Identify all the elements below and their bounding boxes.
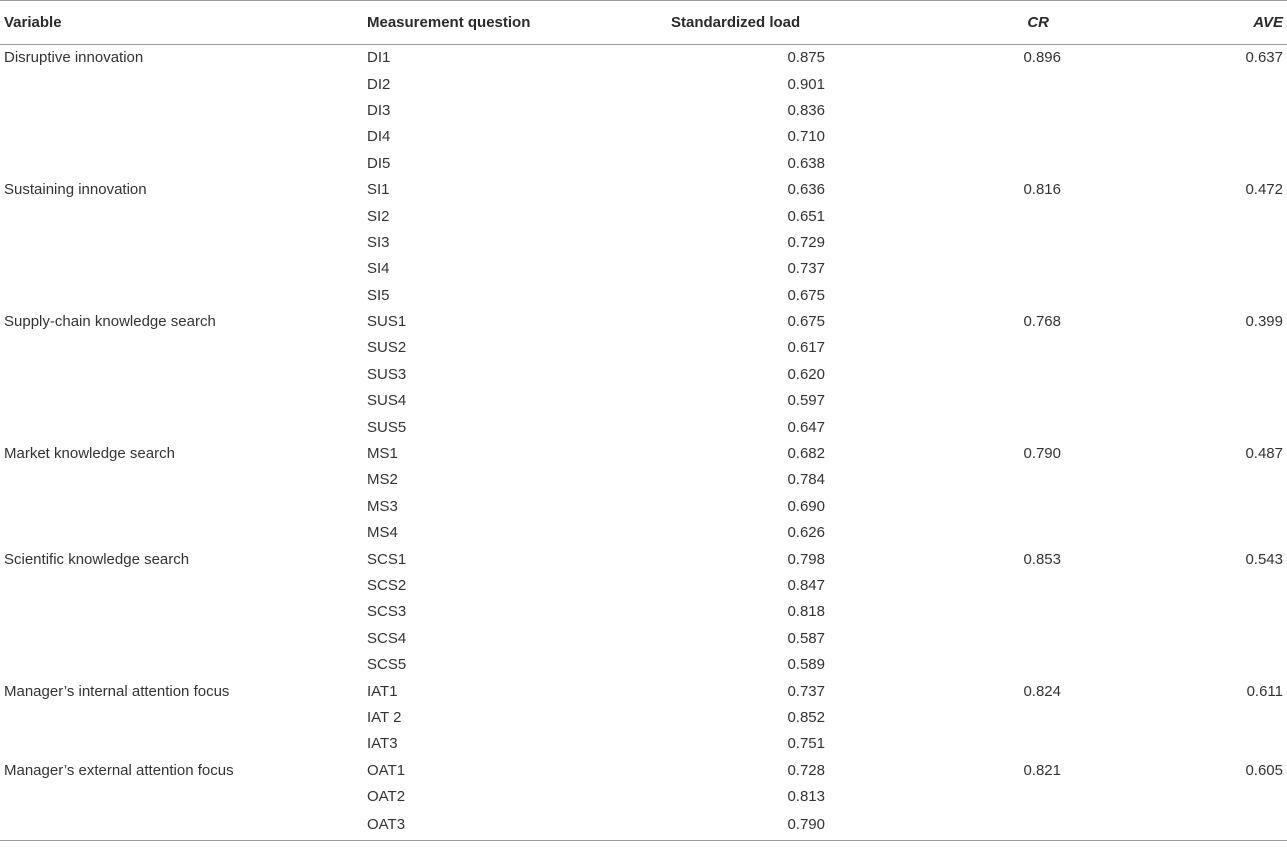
cell-ave-empty xyxy=(1109,783,1287,809)
cell-ave: 0.611 xyxy=(1246,682,1283,700)
cell-measurement-question: MS2 xyxy=(367,471,398,489)
cell-ave-empty xyxy=(1109,150,1287,176)
cell-variable-empty xyxy=(0,203,367,229)
cell-cr-empty xyxy=(831,71,1109,97)
cell-cr-empty xyxy=(831,599,1109,625)
cell-ave: 0.472 xyxy=(1245,181,1283,199)
table-row xyxy=(0,704,1287,730)
cell-standardized-load: 0.729 xyxy=(787,233,825,251)
cell-measurement-question: SUS4 xyxy=(367,392,407,410)
cell-ave-empty xyxy=(1109,467,1287,493)
table-row xyxy=(0,45,1287,71)
table-row xyxy=(0,651,1287,677)
cell-variable-empty xyxy=(0,599,367,625)
cell-cr: 0.853 xyxy=(1023,550,1061,568)
cell-measurement-question: IAT3 xyxy=(367,735,398,753)
cell-cr-empty xyxy=(831,572,1109,598)
cell-measurement-question: OAT3 xyxy=(367,810,597,841)
cell-measurement-question: IAT 2 xyxy=(367,708,402,726)
cell-standardized-load: 0.620 xyxy=(787,365,825,383)
cell-variable-empty xyxy=(0,651,367,677)
cell-variable-empty xyxy=(0,414,367,440)
cell-cr: 0.821 xyxy=(1023,761,1061,779)
table-row xyxy=(0,467,1287,493)
cell-standardized-load: 0.675 xyxy=(787,313,825,331)
cell-standardized-load: 0.737 xyxy=(787,260,825,278)
cell-measurement-question: SI3 xyxy=(367,233,390,251)
cell-variable-empty xyxy=(0,256,367,282)
cell-measurement-question: SI5 xyxy=(367,286,390,304)
cell-variable: Sustaining innovation xyxy=(4,181,147,199)
cell-ave: 0.605 xyxy=(1245,761,1283,779)
cell-cr-empty xyxy=(831,810,1109,841)
cell-measurement-question: DI5 xyxy=(367,154,391,172)
cell-measurement-question: SUS5 xyxy=(367,418,407,436)
cell-cr-empty xyxy=(831,625,1109,651)
cell-variable-empty xyxy=(0,361,367,387)
cell-measurement-question: SI4 xyxy=(367,260,390,278)
cell-cr: 0.896 xyxy=(1023,49,1061,67)
table-row xyxy=(0,97,1287,123)
cell-standardized-load: 0.901 xyxy=(787,75,825,93)
table-row xyxy=(0,388,1287,414)
cell-measurement-question: DI1 xyxy=(367,49,391,67)
cell-measurement-question: DI2 xyxy=(367,75,391,93)
cell-ave: 0.487 xyxy=(1245,445,1283,463)
cell-variable: Manager’s internal attention focus xyxy=(4,682,230,700)
cell-ave-empty xyxy=(1109,572,1287,598)
cell-ave-empty xyxy=(1109,361,1287,387)
table-row xyxy=(0,71,1287,97)
cell-variable-empty xyxy=(0,71,367,97)
cell-variable-empty xyxy=(0,493,367,519)
cell-ave-empty xyxy=(1109,493,1287,519)
cell-variable-empty xyxy=(0,388,367,414)
cell-ave-empty xyxy=(1109,256,1287,282)
cell-standardized-load: 0.813 xyxy=(787,788,825,806)
cell-ave-empty xyxy=(1109,203,1287,229)
cell-ave-empty xyxy=(1109,810,1287,841)
header-measurement-question: Measurement question xyxy=(367,1,597,45)
cell-standardized-load: 0.675 xyxy=(787,286,825,304)
cell-cr-empty xyxy=(831,124,1109,150)
cell-variable-empty xyxy=(0,731,367,757)
table-row xyxy=(0,493,1287,519)
cell-measurement-question: SUS3 xyxy=(367,365,407,383)
cell-cr-empty xyxy=(831,282,1109,308)
cell-measurement-question: SUS2 xyxy=(367,339,407,357)
cell-ave-empty xyxy=(1109,388,1287,414)
cell-variable-empty xyxy=(0,282,367,308)
cell-cr-empty xyxy=(831,150,1109,176)
table-row xyxy=(0,731,1287,757)
cell-measurement-question: SCS1 xyxy=(367,550,407,568)
cell-standardized-load: 0.852 xyxy=(787,708,825,726)
table-row xyxy=(0,757,1287,783)
cell-variable-empty xyxy=(0,467,367,493)
cell-cr-empty xyxy=(831,783,1109,809)
cell-variable: Scientific knowledge search xyxy=(4,550,190,568)
cell-measurement-question: SI2 xyxy=(367,207,390,225)
table-row xyxy=(0,810,1287,841)
cell-cr-empty xyxy=(831,467,1109,493)
cell-cr-empty xyxy=(831,651,1109,677)
header-variable: Variable xyxy=(0,1,367,45)
cell-cr: 0.824 xyxy=(1023,682,1061,700)
cell-ave: 0.399 xyxy=(1245,313,1283,331)
table-row xyxy=(0,335,1287,361)
cell-variable: Market knowledge search xyxy=(4,445,175,463)
cell-variable-empty xyxy=(0,520,367,546)
cell-measurement-question: OAT2 xyxy=(367,788,406,806)
cell-variable-empty xyxy=(0,335,367,361)
table-row xyxy=(0,361,1287,387)
cell-measurement-question: SCS2 xyxy=(367,577,407,594)
cell-measurement-question: SCS5 xyxy=(367,656,407,674)
table-row xyxy=(0,599,1287,625)
cell-standardized-load: 0.647 xyxy=(787,418,825,436)
table-row xyxy=(0,414,1287,440)
table-row xyxy=(0,440,1287,466)
table-row xyxy=(0,229,1287,255)
cell-standardized-load: 0.737 xyxy=(787,682,825,700)
cell-variable-empty xyxy=(0,704,367,730)
cell-variable-empty xyxy=(0,810,367,841)
cell-measurement-question: OAT1 xyxy=(367,761,406,779)
cell-ave-empty xyxy=(1109,731,1287,757)
cell-variable: Manager’s external attention focus xyxy=(4,761,234,779)
cell-measurement-question: MS4 xyxy=(367,524,398,542)
cell-ave-empty xyxy=(1109,71,1287,97)
cell-ave-empty xyxy=(1109,651,1287,677)
table-row xyxy=(0,625,1287,651)
cell-ave-empty xyxy=(1109,124,1287,150)
table-row xyxy=(0,308,1287,334)
cell-standardized-load: 0.587 xyxy=(787,629,825,647)
table-row xyxy=(0,572,1287,598)
cell-measurement-question: MS1 xyxy=(367,445,398,463)
cell-measurement-question: SI1 xyxy=(367,181,390,199)
header-cr: CR xyxy=(831,1,1109,45)
table-row xyxy=(0,678,1287,704)
cell-variable: Supply-chain knowledge search xyxy=(4,313,216,331)
cell-ave-empty xyxy=(1109,520,1287,546)
cell-cr: 0.768 xyxy=(1023,313,1061,331)
cell-ave: 0.637 xyxy=(1245,49,1283,67)
cell-standardized-load: 0.597 xyxy=(787,392,825,410)
cell-cr-empty xyxy=(831,414,1109,440)
cell-variable-empty xyxy=(0,124,367,150)
cell-standardized-load: 0.875 xyxy=(787,49,825,67)
cell-cr-empty xyxy=(831,361,1109,387)
cell-variable-empty xyxy=(0,625,367,651)
cell-ave-empty xyxy=(1109,229,1287,255)
header-standardized-load: Standardized load xyxy=(597,1,831,45)
header-ave: AVE xyxy=(1109,1,1287,45)
cell-cr-empty xyxy=(831,520,1109,546)
cell-measurement-question: DI3 xyxy=(367,101,391,119)
table-body xyxy=(0,45,1287,841)
table-row xyxy=(0,203,1287,229)
cell-cr: 0.816 xyxy=(1023,181,1061,199)
cell-standardized-load: 0.790 xyxy=(597,810,831,841)
cell-variable-empty xyxy=(0,229,367,255)
cell-ave-empty xyxy=(1109,704,1287,730)
cell-ave-empty xyxy=(1109,282,1287,308)
cell-variable-empty xyxy=(0,150,367,176)
cell-cr-empty xyxy=(831,335,1109,361)
cell-ave-empty xyxy=(1109,97,1287,123)
cell-cr-empty xyxy=(831,256,1109,282)
cell-standardized-load: 0.836 xyxy=(787,101,825,119)
cell-standardized-load: 0.636 xyxy=(787,181,825,199)
cell-standardized-load: 0.751 xyxy=(787,735,825,753)
cell-measurement-question: SUS1 xyxy=(367,313,407,331)
header-row xyxy=(0,1,1287,45)
table-row xyxy=(0,176,1287,202)
cell-variable: Disruptive innovation xyxy=(4,49,144,67)
table-row xyxy=(0,783,1287,809)
cell-cr-empty xyxy=(831,731,1109,757)
table-row xyxy=(0,520,1287,546)
cell-variable-empty xyxy=(0,97,367,123)
cell-measurement-question: IAT1 xyxy=(367,682,398,700)
cell-measurement-question: SCS3 xyxy=(367,603,407,621)
cell-ave: 0.543 xyxy=(1245,550,1283,568)
table-row xyxy=(0,546,1287,572)
cell-cr-empty xyxy=(831,97,1109,123)
cell-standardized-load: 0.682 xyxy=(787,445,825,463)
cell-variable-empty xyxy=(0,572,367,598)
cell-cr: 0.790 xyxy=(1023,445,1061,463)
cell-ave-empty xyxy=(1109,599,1287,625)
cell-standardized-load: 0.728 xyxy=(787,761,825,779)
table-row xyxy=(0,282,1287,308)
cell-cr-empty xyxy=(831,388,1109,414)
cell-standardized-load: 0.589 xyxy=(787,656,825,674)
cell-standardized-load: 0.690 xyxy=(787,497,825,515)
table-row xyxy=(0,256,1287,282)
cell-standardized-load: 0.617 xyxy=(787,339,825,357)
cell-standardized-load: 0.818 xyxy=(787,603,825,621)
cell-ave-empty xyxy=(1109,414,1287,440)
cell-ave-empty xyxy=(1109,625,1287,651)
cell-standardized-load: 0.847 xyxy=(787,577,825,594)
cell-cr-empty xyxy=(831,704,1109,730)
cell-measurement-question: DI4 xyxy=(367,128,391,146)
table-row xyxy=(0,150,1287,176)
cell-standardized-load: 0.784 xyxy=(787,471,825,489)
cell-cr-empty xyxy=(831,493,1109,519)
cell-standardized-load: 0.626 xyxy=(787,524,825,542)
cell-standardized-load: 0.638 xyxy=(787,154,825,172)
table-row xyxy=(0,124,1287,150)
cell-measurement-question: SCS4 xyxy=(367,629,407,647)
cell-standardized-load: 0.651 xyxy=(787,207,825,225)
cell-standardized-load: 0.710 xyxy=(787,128,825,146)
cell-cr-empty xyxy=(831,229,1109,255)
cell-measurement-question: MS3 xyxy=(367,497,398,515)
cell-cr-empty xyxy=(831,203,1109,229)
cell-variable-empty xyxy=(0,783,367,809)
cell-standardized-load: 0.798 xyxy=(787,550,825,568)
cell-ave-empty xyxy=(1109,335,1287,361)
